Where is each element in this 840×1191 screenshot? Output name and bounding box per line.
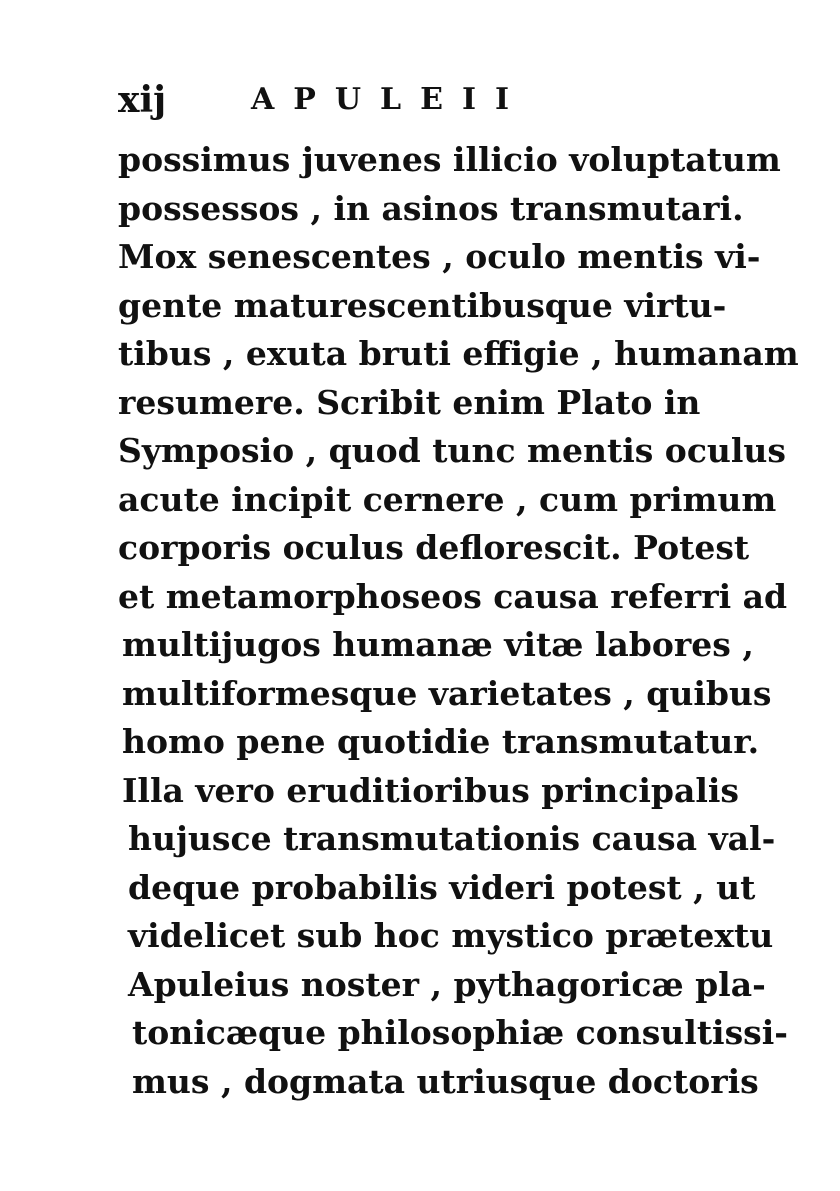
text-line: hujusce transmutationis causa val- bbox=[128, 819, 776, 858]
text-line: multiformesque varietates , quibus bbox=[122, 673, 772, 713]
text-line: mus , dogmata utriusque doctoris bbox=[132, 1061, 759, 1101]
text-line: et metamorphoseos causa referri ad bbox=[118, 576, 788, 616]
text-line: multijugos humanæ vitæ labores , bbox=[122, 625, 754, 664]
page-number: xij bbox=[118, 79, 167, 121]
text-line: corporis oculus deflorescit. Potest bbox=[118, 528, 750, 567]
text-line: possimus juvenes illicio voluptatum bbox=[118, 140, 781, 179]
text-line: Mox senescentes , oculo mentis vi- bbox=[118, 237, 761, 276]
text-line: videlicet sub hoc mystico prætextu bbox=[128, 916, 774, 955]
text-line: deque probabilis videri potest , ut bbox=[128, 867, 756, 907]
text-line: Symposio , quod tunc mentis oculus bbox=[118, 431, 787, 470]
text-line: gente maturescentibusque virtu- bbox=[118, 285, 727, 325]
page-header bbox=[118, 72, 718, 128]
text-line: Illa vero eruditioribus principalis bbox=[122, 770, 739, 810]
text-line: possessos , in asinos transmutari. bbox=[118, 188, 744, 228]
text-line: resumere. Scribit enim Plato in bbox=[118, 382, 701, 422]
body-text bbox=[118, 136, 799, 1106]
text-line: homo pene quotidie transmutatur. bbox=[122, 722, 760, 761]
text-line: acute incipit cernere , cum primum bbox=[118, 479, 777, 519]
running-head: APULEII bbox=[251, 82, 529, 117]
text-line: Apuleius noster , pythagoricæ pla- bbox=[128, 964, 766, 1004]
text-line: tibus , exuta bruti effigie , humanam bbox=[118, 334, 799, 373]
text-line: tonicæque philosophiæ consultissi- bbox=[132, 1013, 788, 1052]
